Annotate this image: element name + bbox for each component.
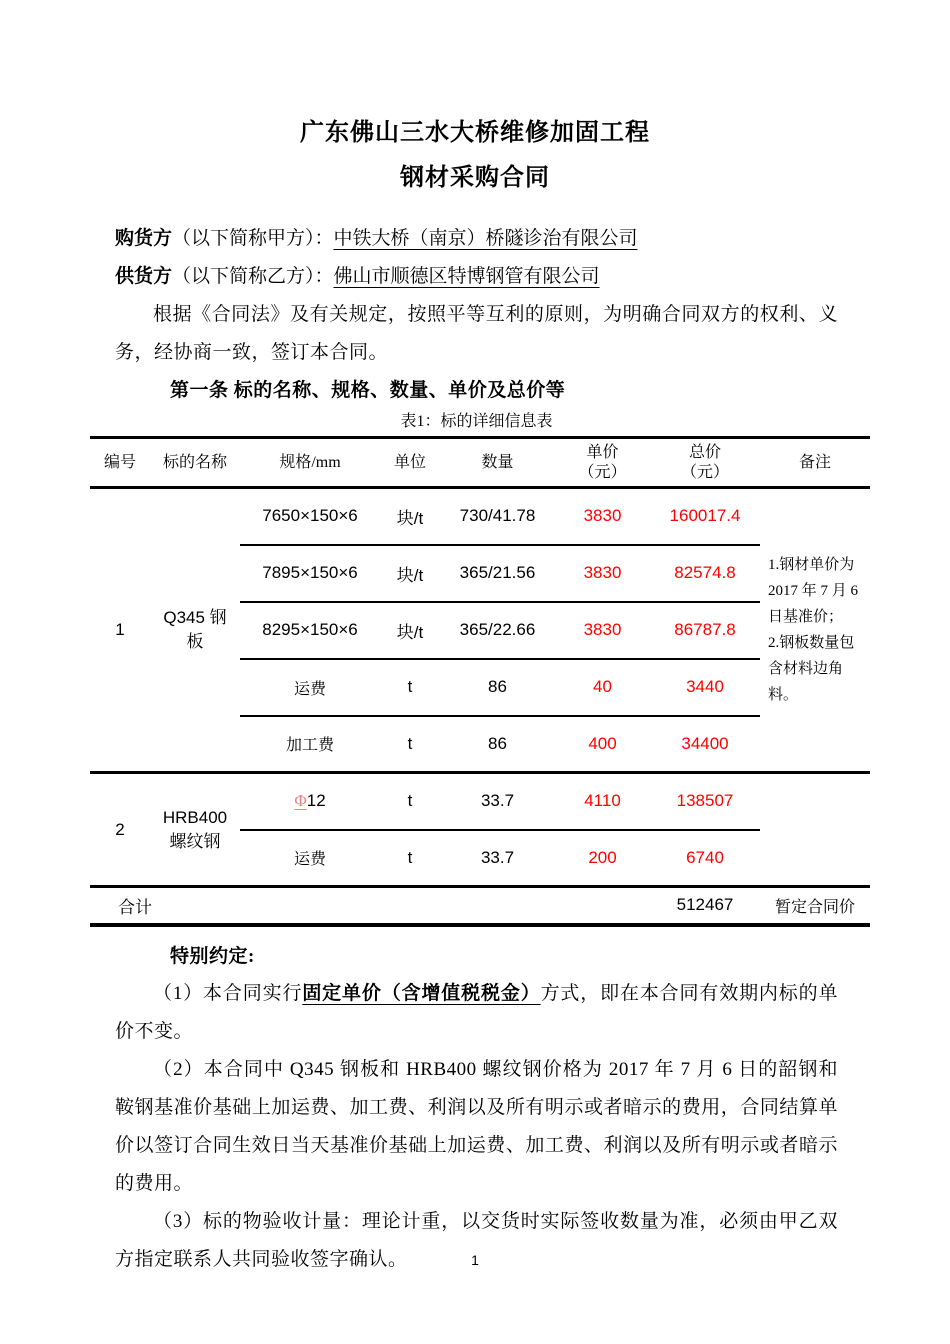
document-title-line1: 广东佛山三水大桥维修加固工程 bbox=[300, 119, 650, 146]
header-unit: 单位 bbox=[380, 438, 440, 488]
clause-2: （2）本合同中 Q345 钢板和 HRB400 螺纹钢价格为 2017 年 7 月 6 日的韶钢和鞍钢基准价基础上加运费、加工费、利润以及所有明示或者暗示的费用，合同结算单价以签订合同生效日当天基准价基础上加运费、加工费、利润以及所有明示或者暗示的费用。 bbox=[115, 1058, 838, 1194]
document-title-block bbox=[0, 110, 950, 200]
cell-total: 34400 bbox=[650, 716, 760, 773]
table-header bbox=[90, 438, 870, 488]
cell-spec: 7650×150×6 bbox=[240, 488, 380, 545]
cell-spec bbox=[240, 773, 380, 830]
seller-line bbox=[115, 258, 838, 296]
cell-unit: t bbox=[380, 716, 440, 773]
document-body bbox=[0, 220, 950, 436]
cell-price: 400 bbox=[555, 716, 650, 773]
total-label: 合计 bbox=[90, 887, 240, 925]
cell-group1-remark bbox=[760, 488, 870, 773]
seller-name: 佛山市顺德区特博钢管有限公司 bbox=[333, 266, 600, 287]
table-header-row bbox=[90, 438, 870, 488]
parties-block bbox=[115, 220, 838, 296]
cell-unit: 块/t bbox=[380, 488, 440, 545]
document-title-line2: 钢材采购合同 bbox=[400, 164, 550, 191]
seller-prefix: （以下简称乙方）： bbox=[172, 266, 334, 287]
clause-1-pre: （1）本合同实行 bbox=[153, 982, 303, 1004]
cell-group2-remark bbox=[760, 773, 870, 887]
cell-qty: 365/22.66 bbox=[440, 602, 555, 659]
cell-total: 6740 bbox=[650, 830, 760, 887]
cell-unit: t bbox=[380, 830, 440, 887]
cell-total: 86787.8 bbox=[650, 602, 760, 659]
page-number: 1 bbox=[471, 1252, 479, 1268]
header-price-line1: 单价 bbox=[586, 443, 619, 461]
cell-price: 3830 bbox=[555, 602, 650, 659]
header-no: 编号 bbox=[90, 438, 150, 488]
section1-heading: 第一条 标的名称、规格、数量、单价及总价等 bbox=[170, 380, 566, 401]
header-price-line2: （元） bbox=[578, 463, 627, 481]
group2-name-line1: HRB400 bbox=[162, 807, 228, 827]
buyer-line bbox=[115, 220, 838, 258]
table-caption: 表1：标的详细信息表 bbox=[400, 413, 553, 430]
table-body bbox=[90, 488, 870, 925]
clause-3: （3）标的物验收计量：理论计重，以交货时实际签收数量为准，必须由甲乙双方指定联系人共同验收签字确认。 bbox=[115, 1210, 838, 1270]
cell-price: 4110 bbox=[555, 773, 650, 830]
total-amount: 512467 bbox=[650, 887, 760, 925]
cell-qty: 730/41.78 bbox=[440, 488, 555, 545]
rebar-diameter-value: 12 bbox=[306, 791, 326, 811]
cell-total: 3440 bbox=[650, 659, 760, 716]
table-row bbox=[90, 488, 870, 545]
header-remark: 备注 bbox=[760, 438, 870, 488]
cell-total: 160017.4 bbox=[650, 488, 760, 545]
header-total-line2: （元） bbox=[680, 463, 729, 481]
cell-total: 82574.8 bbox=[650, 545, 760, 602]
cell-qty: 365/21.56 bbox=[440, 545, 555, 602]
cell-group1-name bbox=[150, 488, 240, 773]
cell-unit: 块/t bbox=[380, 602, 440, 659]
header-total bbox=[650, 438, 760, 488]
table-row bbox=[90, 773, 870, 830]
table-total-row bbox=[90, 887, 870, 925]
clause-1-fixed-price-term: 固定单价（含增值税税金） bbox=[302, 982, 541, 1004]
cell-spec: 8295×150×6 bbox=[240, 602, 380, 659]
rebar-diameter-symbol: Φ bbox=[294, 791, 307, 811]
cell-unit: 块/t bbox=[380, 545, 440, 602]
cell-spec: 加工费 bbox=[240, 716, 380, 773]
cell-group1-no: 1 bbox=[90, 488, 150, 773]
buyer-prefix: （以下简称甲方）： bbox=[172, 228, 334, 249]
header-total-line1: 总价 bbox=[688, 443, 721, 461]
special-terms-block bbox=[0, 939, 950, 1279]
items-table bbox=[90, 436, 870, 927]
cell-group2-no: 2 bbox=[90, 773, 150, 887]
total-spacer bbox=[240, 887, 650, 925]
cell-qty: 33.7 bbox=[440, 773, 555, 830]
seller-label: 供货方 bbox=[115, 266, 173, 287]
header-price bbox=[555, 438, 650, 488]
cell-unit: t bbox=[380, 659, 440, 716]
cell-group2-name bbox=[150, 773, 240, 887]
cell-spec: 运费 bbox=[240, 659, 380, 716]
intro-paragraph: 根据《合同法》及有关规定，按照平等互利的原则，为明确合同双方的权利、义务，经协商一致，签订本合同。 bbox=[115, 304, 838, 363]
cell-spec: 7895×150×6 bbox=[240, 545, 380, 602]
cell-price: 200 bbox=[555, 830, 650, 887]
cell-price: 40 bbox=[555, 659, 650, 716]
remark-item-1: 1.钢材单价为 2017 年 7 月 6 日基准价； bbox=[768, 557, 859, 625]
header-name: 标的名称 bbox=[150, 438, 240, 488]
buyer-name: 中铁大桥（南京）桥隧诊治有限公司 bbox=[333, 228, 638, 249]
group1-name-line1: Q345 钢 bbox=[163, 608, 227, 627]
header-qty: 数量 bbox=[440, 438, 555, 488]
group2-name-line2: 螺纹钢 bbox=[169, 831, 221, 851]
group1-name-line2: 板 bbox=[186, 632, 204, 651]
cell-price: 3830 bbox=[555, 488, 650, 545]
cell-unit: t bbox=[380, 773, 440, 830]
cell-qty: 86 bbox=[440, 716, 555, 773]
cell-qty: 33.7 bbox=[440, 830, 555, 887]
clause-1-post: 方式，即在本合同有效期内标的单价不变。 bbox=[115, 982, 838, 1042]
header-spec: 规格/mm bbox=[240, 438, 380, 488]
cell-total: 138507 bbox=[650, 773, 760, 830]
remark-item-2: 2.钢板数量包含材料边角料。 bbox=[768, 635, 855, 703]
cell-qty: 86 bbox=[440, 659, 555, 716]
clause-1 bbox=[115, 975, 838, 1051]
cell-price: 3830 bbox=[555, 545, 650, 602]
total-remark: 暂定合同价 bbox=[760, 887, 870, 925]
buyer-label: 购货方 bbox=[115, 228, 173, 249]
special-terms-heading: 特别约定: bbox=[170, 945, 255, 967]
cell-spec: 运费 bbox=[240, 830, 380, 887]
